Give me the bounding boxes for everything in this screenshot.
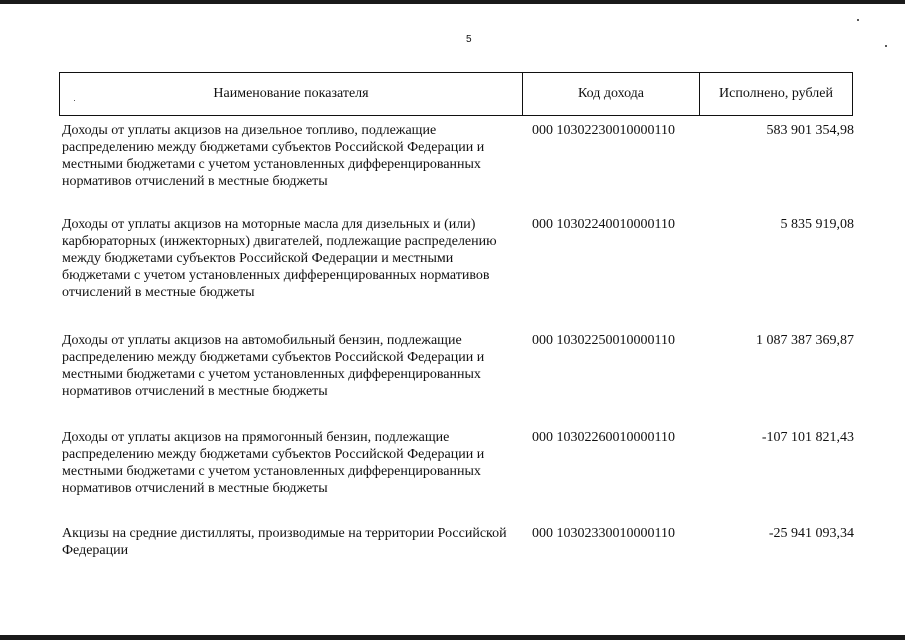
row-indicator-name: Доходы от уплаты акцизов на прямогонный бензин, подлежащие распределению между бюджетами субъектов Российской Федерации и местными бюджетами с учетом установленных дифференцированных нормативов отчислений в местные бюджеты <box>62 430 485 496</box>
row-indicator-name: Доходы от уплаты акцизов на дизельное топливо, подлежащие распределению между бюджетами субъектов Российской Федерации и местными бюджетами с учетом установленных дифференцированных нормативов отчислений в местные бюджеты <box>62 123 485 189</box>
top-scan-border <box>0 0 905 4</box>
page-number: 5 <box>466 34 472 45</box>
header-amount-column: Исполнено, рублей <box>719 86 833 101</box>
bottom-scan-border <box>0 635 905 640</box>
scan-speck <box>885 45 887 47</box>
row-income-code: 000 10302330010000110 <box>532 526 675 541</box>
row-indicator-name: Акцизы на средние дистилляты, производимые на территории Российской Федерации <box>62 526 507 558</box>
row-indicator-name: Доходы от уплаты акцизов на моторные масла для дизельных и (или) карбюраторных (инжекторных) двигателей, подлежащие распределению между бюджетами субъектов Российской Федерации и местными бюджетами с учетом установленных дифференцированных нормативов отчислений в местные бюджеты <box>62 217 497 300</box>
row-amount: -25 941 093,34 <box>768 526 854 541</box>
row-amount: -107 101 821,43 <box>761 430 854 445</box>
scan-speck <box>857 19 859 21</box>
row-amount: 5 835 919,08 <box>780 217 854 232</box>
row-income-code: 000 10302230010000110 <box>532 123 675 138</box>
row-amount: 1 087 387 369,87 <box>756 333 854 348</box>
row-income-code: 000 10302260010000110 <box>532 430 675 445</box>
header-code-column: Код дохода <box>523 73 700 115</box>
table-header <box>59 72 853 116</box>
row-indicator-name: Доходы от уплаты акцизов на автомобильный бензин, подлежащие распределению между бюджетами субъектов Российской Федерации и местными бюджетами с учетом установленных дифференцированных нормативов отчислений в местные бюджеты <box>62 333 485 399</box>
row-income-code: 000 10302250010000110 <box>532 333 675 348</box>
row-amount: 583 901 354,98 <box>766 123 854 138</box>
row-income-code: 000 10302240010000110 <box>532 217 675 232</box>
header-name-column: Наименование показателя <box>60 73 523 115</box>
